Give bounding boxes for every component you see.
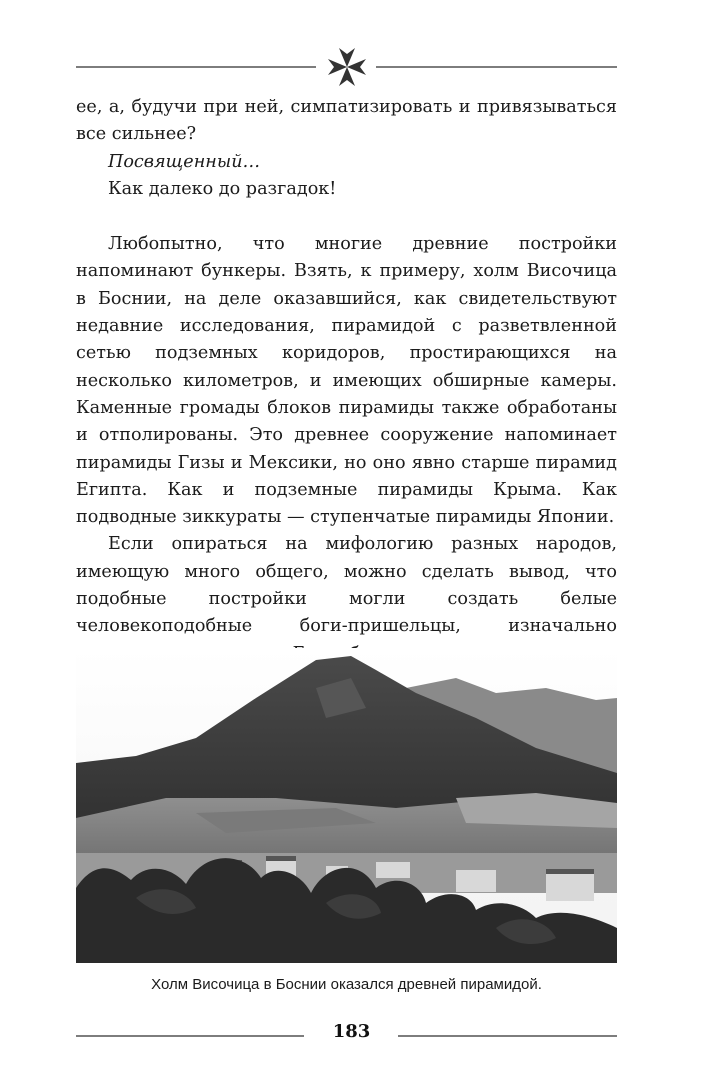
- header-rule-right: [376, 66, 617, 68]
- maltese-cross-icon: [324, 45, 370, 89]
- paragraph-continuation: ее, а, будучи при ней, симпатизировать и привязываться все сильнее?: [76, 97, 617, 145]
- header-rule-left: [76, 66, 316, 68]
- paragraph-bunkers: Любопытно, что многие древние постройки напоминают бункеры. Взять, к примеру, холм Височица в Боснии, на деле оказавшийся, как свидетельствуют недавние исследования, пирамидой с разветвленной сетью подземных коридоров, простирающихся на несколько километров, и имеющих обширные камеры. Каменные громады блоков пирамиды также обработаны и отполированы. Это древнее сооружение напоминает пирамиды Гизы и Мексики, но оно явно старше пирамид Египта. Как и подземные пирамиды Крыма. Как подводные зиккураты — ступенчатые пирамиды Японии.: [76, 234, 617, 528]
- footer-rule-right: [398, 1035, 617, 1037]
- page-number: 183: [332, 1021, 371, 1042]
- paragraph-exclamation: Как далеко до разгадок!: [108, 178, 337, 199]
- bosnian-pyramid-photo: [76, 648, 617, 963]
- figure-caption: Холм Височица в Боснии оказался древней пирамидой.: [151, 976, 542, 993]
- paragraph-italic: Посвященный…: [108, 151, 261, 172]
- footer-rule-left: [76, 1035, 304, 1037]
- paragraph-mythology: Если опираться на мифологию разных народов, имеющую много общего, можно сделать вывод, что подобные постройки могли создать белые человекоподобные боги-пришельцы, изначально: [76, 534, 617, 637]
